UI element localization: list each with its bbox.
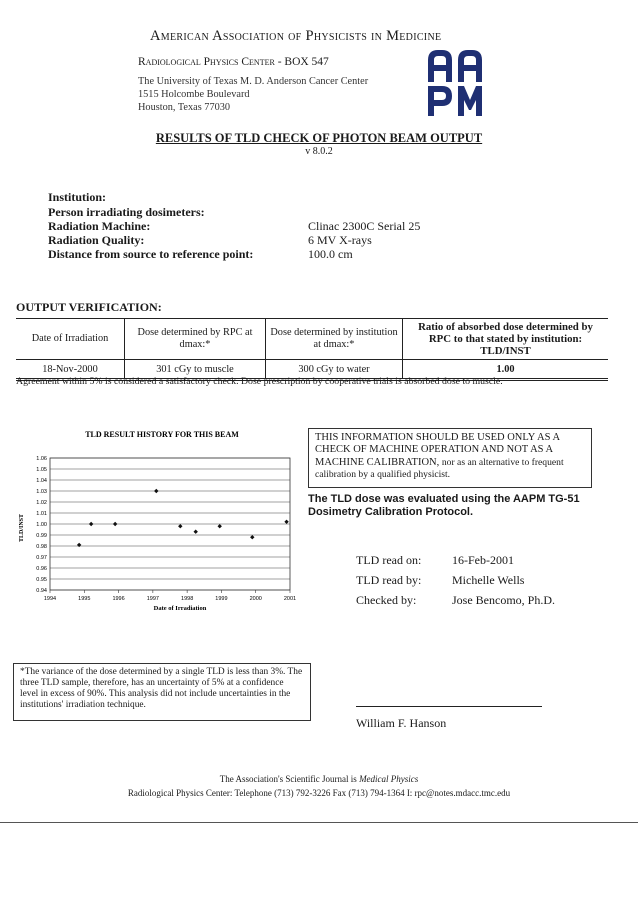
y-tick-label: 0.95: [36, 577, 47, 583]
tld-read-on-value: 16-Feb-2001: [452, 553, 514, 567]
y-tick-label: 1.05: [36, 467, 47, 473]
aapm-logo: [424, 46, 488, 120]
disclaimer-main: THIS INFORMATION SHOULD BE USED ONLY AS A CHECK OF MACHINE OPERATION AND NOT AS A MACHINE CALIBRATION,: [315, 432, 560, 468]
header-institution-dose: Dose determined by institution at dmax:*: [266, 319, 403, 360]
x-tick-label: 1999: [215, 596, 228, 602]
checked-by-value: Jose Bencomo, Ph.D.: [452, 593, 555, 607]
data-points: [77, 489, 289, 547]
data-point: [218, 524, 222, 528]
data-point: [89, 522, 93, 526]
center-name: Radiological Physics Center - BOX 547: [138, 56, 329, 68]
y-tick-label: 1.03: [36, 489, 47, 495]
tld-read-by-label: TLD read by:: [356, 573, 422, 587]
journal-prefix: The Association's Scientific Journal is: [219, 774, 357, 784]
distance-label: Distance from source to reference point:: [48, 247, 254, 261]
address-line: The University of Texas M. D. Anderson Cancer Center: [138, 76, 369, 87]
y-tick-label: 1.01: [36, 511, 47, 517]
calibration-disclaimer-box: [308, 428, 592, 488]
output-verification-table: [16, 318, 608, 381]
checked-by-label: Checked by:: [356, 593, 417, 607]
bottom-rule: [0, 822, 638, 823]
y-tick-label: 0.94: [36, 588, 47, 594]
disclaimer-small: nor as an alternative to frequent calibration by a qualified physicist.: [315, 456, 564, 480]
y-axis-ticks: [36, 456, 47, 594]
protocol-statement: The TLD dose was evaluated using the AAPM TG-51 Dosimetry Calibration Protocol.: [308, 493, 580, 518]
report-title: RESULTS OF TLD CHECK OF PHOTON BEAM OUTPUT: [155, 131, 483, 145]
chart-title: TLD RESULT HISTORY FOR THIS BEAM: [85, 430, 239, 439]
distance-value: 100.0 cm: [308, 247, 353, 261]
chart-grid: [50, 458, 290, 590]
data-point: [113, 522, 117, 526]
x-axis-label: Date of Irradiation: [153, 605, 207, 612]
data-point: [194, 530, 198, 534]
radiation-machine-value: Clinac 2300C Serial 25: [308, 219, 421, 233]
x-tick-label: 1994: [43, 596, 57, 602]
y-axis-label: TLD/INST: [19, 513, 25, 543]
cell-institution-dose: 300 cGy to water: [266, 360, 403, 380]
radiation-quality-value: 6 MV X-rays: [308, 233, 372, 247]
journal-footer: [0, 774, 638, 784]
institution-label: Institution:: [48, 190, 107, 204]
x-tick-label: 2000: [249, 596, 262, 602]
data-point: [178, 524, 182, 528]
y-tick-label: 0.99: [36, 533, 47, 539]
y-tick-label: 1.02: [36, 500, 47, 506]
x-axis-ticks: [44, 590, 296, 602]
journal-name: Medical Physics: [359, 774, 419, 784]
agreement-note: Agreement within 5% is considered a satisfactory check. Dose prescription by cooperative trials is absorbed dose to muscle.: [16, 376, 503, 387]
data-point: [250, 535, 254, 539]
data-point: [284, 520, 288, 524]
cell-ratio: 1.00: [403, 360, 609, 380]
y-tick-label: 1.04: [36, 478, 47, 484]
tld-history-chart: [0, 420, 300, 620]
organization-name: American Association of Physicists in Medicine: [150, 28, 442, 44]
radiation-machine-label: Radiation Machine:: [48, 219, 151, 233]
header-rpc-dose: Dose determined by RPC at dmax:*: [125, 319, 266, 360]
x-tick-label: 1998: [181, 596, 194, 602]
cell-rpc-dose: 301 cGy to muscle: [125, 360, 266, 380]
cell-date: 18-Nov-2000: [16, 360, 125, 380]
signature-name: William F. Hanson: [356, 716, 447, 730]
tld-read-on-label: TLD read on:: [356, 553, 422, 567]
header-ratio: Ratio of absorbed dose determined by RPC to that stated by institution: TLD/INST: [403, 319, 609, 360]
report-version: v 8.0.2: [305, 146, 333, 157]
x-tick-label: 1996: [112, 596, 125, 602]
header-date: Date of Irradiation: [16, 319, 125, 360]
data-point: [77, 543, 81, 547]
output-verification-heading: OUTPUT VERIFICATION:: [16, 300, 162, 314]
y-tick-label: 0.97: [36, 555, 47, 561]
variance-footnote: *The variance of the dose determined by a single TLD is less than 3%. The three TLD sample, therefore, has an uncertainty of 5% at a confidence level in excess of 90%. This analysis did not include uncertainties in the institutions' irradiation technique.: [13, 663, 311, 721]
person-irradiating-label: Person irradiating dosimeters:: [48, 205, 205, 219]
y-tick-label: 1.06: [36, 456, 47, 462]
radiation-quality-label: Radiation Quality:: [48, 233, 145, 247]
address-line: 1515 Holcombe Boulevard: [138, 89, 250, 100]
data-point: [154, 489, 158, 493]
x-tick-label: 1995: [78, 596, 91, 602]
x-tick-label: 2001: [283, 596, 297, 602]
y-tick-label: 0.98: [36, 544, 47, 550]
contact-footer: Radiological Physics Center: Telephone (713) 792-3226 Fax (713) 794-1364 I: rpc@notes.mdacc.tmc.edu: [127, 788, 511, 798]
y-tick-label: 0.96: [36, 566, 47, 572]
table-header-row: [16, 319, 608, 360]
tld-read-by-value: Michelle Wells: [452, 573, 525, 587]
x-tick-label: 1997: [146, 596, 159, 602]
address-line: Houston, Texas 77030: [138, 102, 231, 113]
signature-line: [356, 706, 542, 707]
y-tick-label: 1.00: [36, 522, 47, 528]
